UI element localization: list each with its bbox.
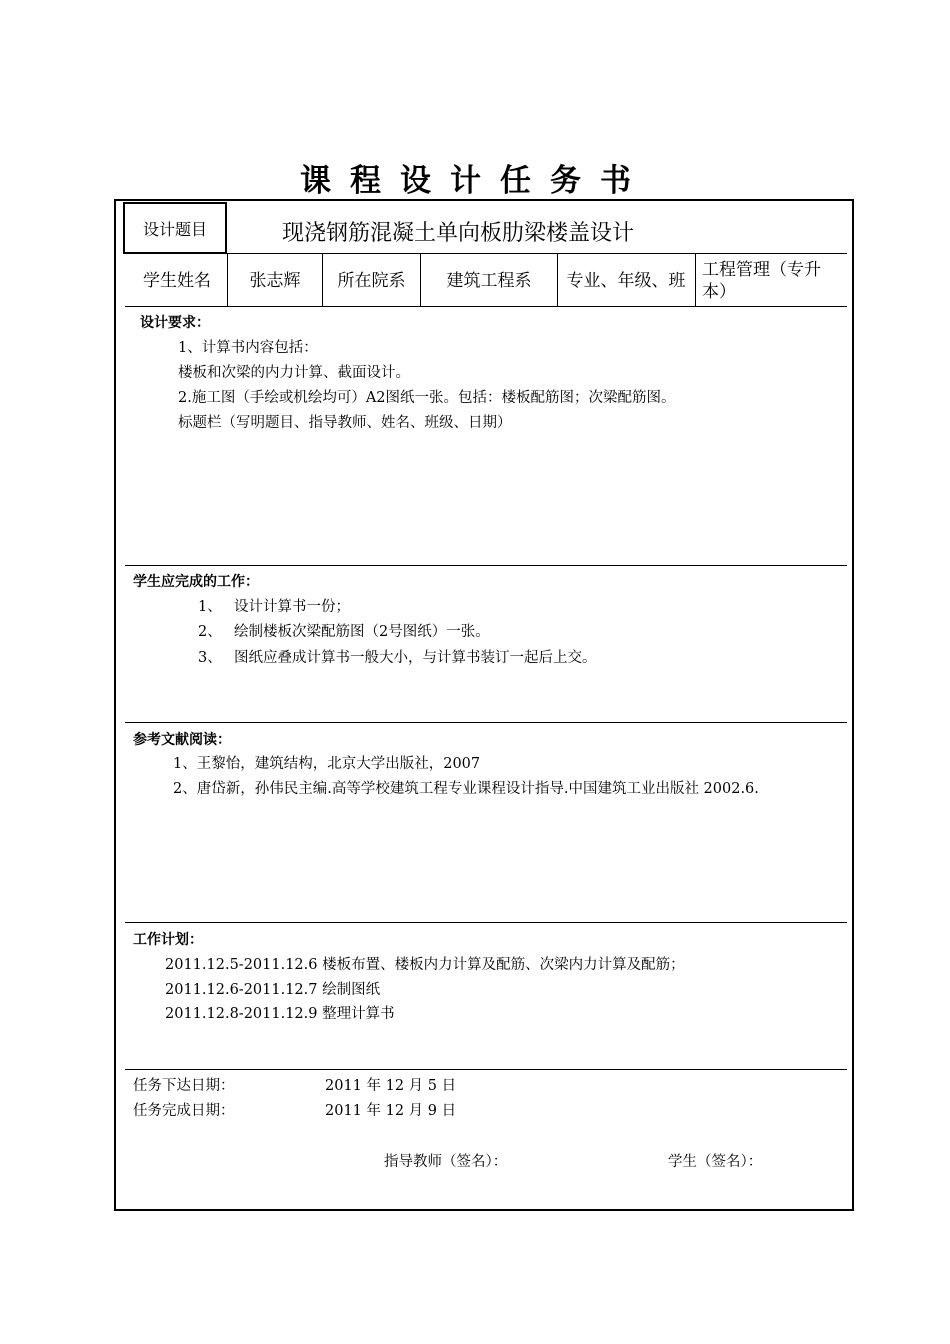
- work-item-text: 设计计算书一份；: [234, 599, 350, 615]
- major-label: 专业、年级、班: [566, 270, 686, 291]
- plan-line: 2011.12.5-2011.12.6 楼板布置、楼板内力计算及配筋、次梁内力计算及配筋；: [165, 957, 685, 973]
- work-item: [198, 620, 490, 641]
- reference-line: 1、王黎怡，建筑结构，北京大学出版社，2007: [173, 756, 481, 772]
- department-label: 所在院系: [337, 270, 406, 291]
- work-item: [198, 646, 597, 667]
- completed-date-label: 任务完成日期：: [133, 1103, 235, 1119]
- row-divider: [125, 306, 847, 307]
- requirements-line: 楼板和次梁的内力计算、截面设计。: [178, 365, 410, 381]
- work-item-number: 1、: [198, 599, 222, 615]
- requirements-line: 标题栏（写明题目、指导教师、姓名、班级、日期）: [178, 415, 512, 431]
- major-value: 工程管理（专升本）: [702, 259, 821, 302]
- row-divider: [125, 253, 847, 254]
- work-item-text: 绘制楼板次梁配筋图（2号图纸）一张。: [234, 624, 490, 640]
- work-heading: 学生应完成的工作：: [133, 574, 259, 590]
- subject-label: 设计题目: [123, 202, 227, 254]
- section-divider: [125, 1069, 847, 1070]
- student-name-value: 张志辉: [249, 270, 301, 291]
- plan-heading: 工作计划：: [133, 932, 203, 948]
- work-item-number: 3、: [198, 650, 222, 666]
- requirements-line: 2.施工图（手绘或机绘均可）A2图纸一张。包括：楼板配筋图；次梁配筋图。: [178, 390, 676, 406]
- section-divider: [125, 922, 847, 923]
- work-item: [198, 595, 350, 616]
- issued-date-value: 2011 年 12 月 5 日: [325, 1078, 457, 1094]
- plan-line: 2011.12.8-2011.12.9 整理计算书: [165, 1006, 395, 1022]
- section-divider: [125, 565, 847, 566]
- col-divider: [695, 254, 696, 306]
- student-name-label: 学生姓名: [143, 270, 211, 291]
- issued-date-label: 任务下达日期：: [133, 1078, 235, 1094]
- subject-value: 现浇钢筋混凝土单向板肋梁楼盖设计: [282, 221, 635, 246]
- teacher-signature-label: 指导教师（签名）：: [384, 1154, 508, 1170]
- student-signature-label: 学生（签名）：: [668, 1154, 763, 1170]
- completed-date-value: 2011 年 12 月 9 日: [325, 1103, 457, 1119]
- col-divider: [557, 254, 558, 306]
- page-title: 课程设计任务书: [300, 163, 650, 199]
- work-item-number: 2、: [198, 624, 222, 640]
- references-heading: 参考文献阅读：: [133, 732, 231, 748]
- reference-line: 2、唐岱新，孙伟民主编.高等学校建筑工程专业课程设计指导.中国建筑工业出版社 2002.6.: [173, 781, 759, 797]
- plan-line: 2011.12.6-2011.12.7 绘制图纸: [165, 982, 381, 998]
- department-value: 建筑工程系: [446, 270, 532, 291]
- requirements-heading: 设计要求：: [140, 315, 210, 331]
- requirements-line: 1、计算书内容包括：: [178, 340, 318, 356]
- section-divider: [125, 722, 847, 723]
- work-item-text: 图纸应叠成计算书一般大小，与计算书装订一起后上交。: [234, 650, 597, 666]
